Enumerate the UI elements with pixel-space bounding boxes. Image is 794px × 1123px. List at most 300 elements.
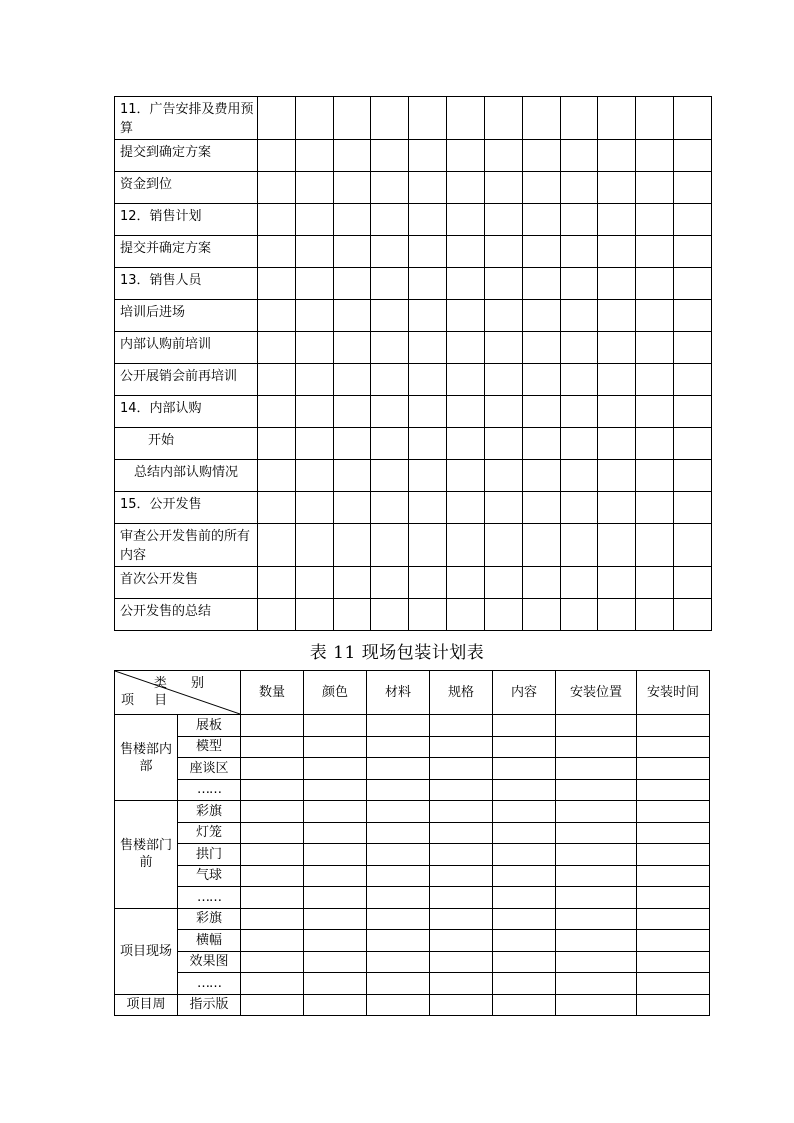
schedule-cell <box>447 364 485 396</box>
item-label: …… <box>178 887 241 909</box>
packaging-row <box>115 801 710 823</box>
packaging-cell <box>241 865 304 887</box>
schedule-cell <box>484 97 522 140</box>
packaging-cell <box>637 822 710 844</box>
schedule-cell <box>598 492 636 524</box>
schedule-cell <box>333 268 371 300</box>
schedule-row <box>115 492 712 524</box>
packaging-cell <box>430 822 493 844</box>
packaging-cell <box>556 758 637 780</box>
schedule-row-label: 资金到位 <box>115 172 258 204</box>
schedule-cell <box>560 300 598 332</box>
packaging-cell <box>556 736 637 758</box>
column-header: 安装时间 <box>637 671 710 715</box>
schedule-cell <box>674 492 712 524</box>
schedule-cell <box>333 567 371 599</box>
schedule-row-label: 内部认购前培训 <box>115 332 258 364</box>
schedule-cell <box>333 492 371 524</box>
schedule-cell <box>258 428 296 460</box>
packaging-cell <box>241 908 304 930</box>
packaging-cell <box>367 779 430 801</box>
schedule-cell <box>333 460 371 492</box>
packaging-cell <box>304 801 367 823</box>
schedule-cell <box>409 236 447 268</box>
item-label: 气球 <box>178 865 241 887</box>
schedule-row <box>115 332 712 364</box>
item-label: 座谈区 <box>178 758 241 780</box>
packaging-cell <box>637 951 710 973</box>
schedule-cell <box>295 204 333 236</box>
packaging-cell <box>556 994 637 1016</box>
schedule-cell <box>636 492 674 524</box>
schedule-cell <box>484 599 522 631</box>
schedule-cell <box>522 268 560 300</box>
packaging-cell <box>493 930 556 952</box>
schedule-row-label: 总结内部认购情况 <box>115 460 258 492</box>
schedule-cell <box>484 567 522 599</box>
schedule-row-label: 公开展销会前再培训 <box>115 364 258 396</box>
schedule-cell <box>522 428 560 460</box>
schedule-cell <box>674 140 712 172</box>
schedule-cell <box>560 204 598 236</box>
schedule-cell <box>560 364 598 396</box>
schedule-cell <box>258 599 296 631</box>
schedule-cell <box>598 396 636 428</box>
schedule-row <box>115 300 712 332</box>
packaging-cell <box>367 844 430 866</box>
schedule-cell <box>560 140 598 172</box>
schedule-cell <box>447 332 485 364</box>
packaging-cell <box>304 951 367 973</box>
schedule-cell <box>333 524 371 567</box>
schedule-cell <box>447 172 485 204</box>
schedule-cell <box>674 460 712 492</box>
schedule-cell <box>258 172 296 204</box>
schedule-row <box>115 172 712 204</box>
item-label: …… <box>178 779 241 801</box>
packaging-row <box>115 887 710 909</box>
schedule-row-label: 审查公开发售前的所有内容 <box>115 524 258 567</box>
schedule-cell <box>447 236 485 268</box>
schedule-cell <box>409 492 447 524</box>
packaging-cell <box>241 779 304 801</box>
schedule-cell <box>333 332 371 364</box>
schedule-cell <box>598 567 636 599</box>
schedule-cell <box>447 492 485 524</box>
packaging-header-row <box>115 671 710 715</box>
schedule-cell <box>371 428 409 460</box>
schedule-cell <box>674 396 712 428</box>
schedule-row <box>115 140 712 172</box>
group-label: 售楼部门前 <box>115 801 178 909</box>
packaging-cell <box>241 973 304 995</box>
packaging-cell <box>430 865 493 887</box>
schedule-cell <box>295 268 333 300</box>
schedule-cell <box>371 364 409 396</box>
schedule-cell <box>258 97 296 140</box>
schedule-cell <box>447 599 485 631</box>
schedule-cell <box>295 396 333 428</box>
schedule-cell <box>447 428 485 460</box>
schedule-cell <box>333 428 371 460</box>
schedule-cell <box>409 460 447 492</box>
packaging-cell <box>493 822 556 844</box>
schedule-cell <box>258 364 296 396</box>
schedule-cell <box>484 364 522 396</box>
schedule-cell <box>674 599 712 631</box>
schedule-cell <box>333 172 371 204</box>
packaging-cell <box>430 994 493 1016</box>
packaging-cell <box>430 844 493 866</box>
packaging-table <box>114 670 710 1016</box>
schedule-row-label: 11．广告安排及费用预算 <box>115 97 258 140</box>
schedule-cell <box>484 524 522 567</box>
packaging-cell <box>556 930 637 952</box>
schedule-cell <box>598 204 636 236</box>
schedule-cell <box>371 300 409 332</box>
schedule-cell <box>409 97 447 140</box>
schedule-cell <box>636 364 674 396</box>
schedule-cell <box>371 460 409 492</box>
schedule-cell <box>447 460 485 492</box>
packaging-cell <box>556 973 637 995</box>
packaging-cell <box>493 994 556 1016</box>
item-label: 效果图 <box>178 951 241 973</box>
schedule-cell <box>295 492 333 524</box>
schedule-cell <box>560 492 598 524</box>
item-label: 彩旗 <box>178 801 241 823</box>
schedule-cell <box>674 567 712 599</box>
packaging-cell <box>637 994 710 1016</box>
schedule-row <box>115 97 712 140</box>
packaging-row <box>115 973 710 995</box>
schedule-cell <box>409 364 447 396</box>
schedule-cell <box>636 97 674 140</box>
packaging-row <box>115 822 710 844</box>
schedule-cell <box>409 300 447 332</box>
schedule-cell <box>522 567 560 599</box>
schedule-row <box>115 567 712 599</box>
schedule-row <box>115 204 712 236</box>
packaging-cell <box>241 736 304 758</box>
schedule-cell <box>598 428 636 460</box>
column-header: 数量 <box>241 671 304 715</box>
schedule-cell <box>560 332 598 364</box>
schedule-cell <box>522 140 560 172</box>
packaging-cell <box>637 887 710 909</box>
schedule-cell <box>295 599 333 631</box>
schedule-cell <box>371 172 409 204</box>
column-header: 规格 <box>430 671 493 715</box>
schedule-cell <box>636 332 674 364</box>
packaging-cell <box>304 973 367 995</box>
packaging-cell <box>493 736 556 758</box>
schedule-cell <box>560 97 598 140</box>
schedule-cell <box>598 236 636 268</box>
schedule-cell <box>674 204 712 236</box>
schedule-cell <box>560 524 598 567</box>
schedule-cell <box>333 364 371 396</box>
packaging-cell <box>637 715 710 737</box>
packaging-row <box>115 951 710 973</box>
item-label: 指示版 <box>178 994 241 1016</box>
schedule-cell <box>484 428 522 460</box>
schedule-table <box>114 96 712 631</box>
packaging-cell <box>556 715 637 737</box>
packaging-cell <box>367 994 430 1016</box>
schedule-cell <box>258 268 296 300</box>
packaging-cell <box>367 801 430 823</box>
packaging-row <box>115 930 710 952</box>
packaging-cell <box>637 736 710 758</box>
schedule-cell <box>447 97 485 140</box>
schedule-cell <box>295 332 333 364</box>
packaging-cell <box>304 994 367 1016</box>
schedule-cell <box>371 396 409 428</box>
packaging-cell <box>241 801 304 823</box>
packaging-cell <box>241 930 304 952</box>
packaging-cell <box>430 887 493 909</box>
schedule-cell <box>560 268 598 300</box>
schedule-cell <box>484 460 522 492</box>
schedule-cell <box>295 97 333 140</box>
header-category: 类 别 <box>153 676 214 691</box>
schedule-cell <box>371 492 409 524</box>
schedule-cell <box>295 524 333 567</box>
schedule-cell <box>674 332 712 364</box>
schedule-cell <box>484 140 522 172</box>
schedule-cell <box>674 364 712 396</box>
schedule-cell <box>447 140 485 172</box>
packaging-cell <box>493 951 556 973</box>
schedule-row-label: 12．销售计划 <box>115 204 258 236</box>
packaging-cell <box>430 801 493 823</box>
packaging-cell <box>556 779 637 801</box>
schedule-row <box>115 599 712 631</box>
packaging-cell <box>556 844 637 866</box>
packaging-row <box>115 994 710 1016</box>
schedule-cell <box>560 428 598 460</box>
packaging-cell <box>556 801 637 823</box>
packaging-cell <box>637 801 710 823</box>
packaging-cell <box>430 930 493 952</box>
schedule-cell <box>409 140 447 172</box>
schedule-cell <box>447 268 485 300</box>
packaging-cell <box>367 736 430 758</box>
schedule-row <box>115 396 712 428</box>
header-item: 项 目 <box>121 693 176 708</box>
packaging-cell <box>637 908 710 930</box>
schedule-row-label: 13．销售人员 <box>115 268 258 300</box>
schedule-cell <box>598 599 636 631</box>
schedule-cell <box>636 204 674 236</box>
packaging-row <box>115 908 710 930</box>
packaging-cell <box>493 844 556 866</box>
packaging-cell <box>430 715 493 737</box>
schedule-cell <box>522 236 560 268</box>
schedule-cell <box>447 204 485 236</box>
packaging-cell <box>637 865 710 887</box>
schedule-cell <box>333 396 371 428</box>
schedule-cell <box>674 97 712 140</box>
packaging-cell <box>637 758 710 780</box>
diagonal-header-cell <box>115 671 241 715</box>
packaging-cell <box>367 908 430 930</box>
schedule-cell <box>409 204 447 236</box>
schedule-cell <box>333 300 371 332</box>
schedule-cell <box>560 567 598 599</box>
schedule-cell <box>560 599 598 631</box>
schedule-cell <box>522 300 560 332</box>
packaging-cell <box>367 715 430 737</box>
schedule-row-label: 14．内部认购 <box>115 396 258 428</box>
packaging-cell <box>241 994 304 1016</box>
schedule-row-label: 首次公开发售 <box>115 567 258 599</box>
schedule-cell <box>484 236 522 268</box>
schedule-cell <box>258 492 296 524</box>
item-label: …… <box>178 973 241 995</box>
packaging-cell <box>367 865 430 887</box>
schedule-cell <box>560 172 598 204</box>
packaging-cell <box>493 801 556 823</box>
schedule-cell <box>484 332 522 364</box>
schedule-cell <box>409 396 447 428</box>
schedule-cell <box>636 268 674 300</box>
schedule-row-label: 培训后进场 <box>115 300 258 332</box>
schedule-cell <box>674 300 712 332</box>
column-header: 材料 <box>367 671 430 715</box>
table-title: 表 11 现场包装计划表 <box>309 643 485 663</box>
schedule-row <box>115 524 712 567</box>
schedule-cell <box>258 332 296 364</box>
schedule-cell <box>371 236 409 268</box>
schedule-cell <box>371 567 409 599</box>
schedule-cell <box>295 300 333 332</box>
packaging-cell <box>304 908 367 930</box>
packaging-cell <box>556 951 637 973</box>
schedule-cell <box>409 599 447 631</box>
column-header: 内容 <box>493 671 556 715</box>
schedule-cell <box>522 492 560 524</box>
schedule-cell <box>560 396 598 428</box>
schedule-cell <box>447 396 485 428</box>
schedule-cell <box>636 428 674 460</box>
schedule-cell <box>522 204 560 236</box>
schedule-cell <box>371 332 409 364</box>
packaging-cell <box>304 715 367 737</box>
schedule-row <box>115 236 712 268</box>
schedule-row-label: 开始 <box>115 428 258 460</box>
schedule-cell <box>258 524 296 567</box>
packaging-cell <box>304 865 367 887</box>
schedule-cell <box>333 97 371 140</box>
schedule-cell <box>409 428 447 460</box>
item-label: 横幅 <box>178 930 241 952</box>
schedule-cell <box>409 524 447 567</box>
packaging-cell <box>241 844 304 866</box>
schedule-cell <box>522 599 560 631</box>
packaging-row <box>115 865 710 887</box>
schedule-cell <box>522 97 560 140</box>
schedule-cell <box>484 300 522 332</box>
schedule-cell <box>636 236 674 268</box>
schedule-cell <box>409 172 447 204</box>
schedule-row-label: 提交到确定方案 <box>115 140 258 172</box>
schedule-cell <box>522 364 560 396</box>
schedule-cell <box>484 268 522 300</box>
packaging-cell <box>304 736 367 758</box>
schedule-cell <box>447 567 485 599</box>
schedule-cell <box>598 332 636 364</box>
schedule-cell <box>522 524 560 567</box>
item-label: 灯笼 <box>178 822 241 844</box>
schedule-cell <box>636 140 674 172</box>
schedule-cell <box>258 204 296 236</box>
item-label: 展板 <box>178 715 241 737</box>
schedule-cell <box>447 300 485 332</box>
packaging-row <box>115 736 710 758</box>
packaging-cell <box>430 779 493 801</box>
packaging-cell <box>367 758 430 780</box>
packaging-cell <box>304 779 367 801</box>
schedule-cell <box>258 567 296 599</box>
packaging-row <box>115 758 710 780</box>
schedule-cell <box>295 567 333 599</box>
packaging-cell <box>556 887 637 909</box>
packaging-cell <box>493 908 556 930</box>
packaging-row <box>115 715 710 737</box>
item-label: 模型 <box>178 736 241 758</box>
column-header: 颜色 <box>304 671 367 715</box>
schedule-cell <box>409 332 447 364</box>
item-label: 彩旗 <box>178 908 241 930</box>
packaging-cell <box>637 930 710 952</box>
schedule-row-label: 15．公开发售 <box>115 492 258 524</box>
schedule-cell <box>333 140 371 172</box>
schedule-cell <box>295 364 333 396</box>
schedule-row-label: 提交并确定方案 <box>115 236 258 268</box>
packaging-cell <box>304 822 367 844</box>
schedule-cell <box>598 97 636 140</box>
schedule-cell <box>598 268 636 300</box>
packaging-cell <box>304 887 367 909</box>
schedule-cell <box>484 204 522 236</box>
packaging-row <box>115 844 710 866</box>
column-header: 安装位置 <box>556 671 637 715</box>
packaging-cell <box>241 758 304 780</box>
packaging-cell <box>241 715 304 737</box>
schedule-cell <box>333 236 371 268</box>
packaging-cell <box>556 822 637 844</box>
packaging-cell <box>430 951 493 973</box>
schedule-cell <box>258 460 296 492</box>
packaging-cell <box>493 758 556 780</box>
schedule-cell <box>636 567 674 599</box>
schedule-cell <box>598 460 636 492</box>
packaging-cell <box>637 844 710 866</box>
schedule-cell <box>674 428 712 460</box>
schedule-cell <box>484 492 522 524</box>
schedule-cell <box>598 140 636 172</box>
schedule-cell <box>522 396 560 428</box>
schedule-row-label: 公开发售的总结 <box>115 599 258 631</box>
packaging-cell <box>493 973 556 995</box>
packaging-cell <box>493 715 556 737</box>
schedule-cell <box>295 460 333 492</box>
schedule-row <box>115 428 712 460</box>
schedule-cell <box>560 236 598 268</box>
schedule-cell <box>409 268 447 300</box>
